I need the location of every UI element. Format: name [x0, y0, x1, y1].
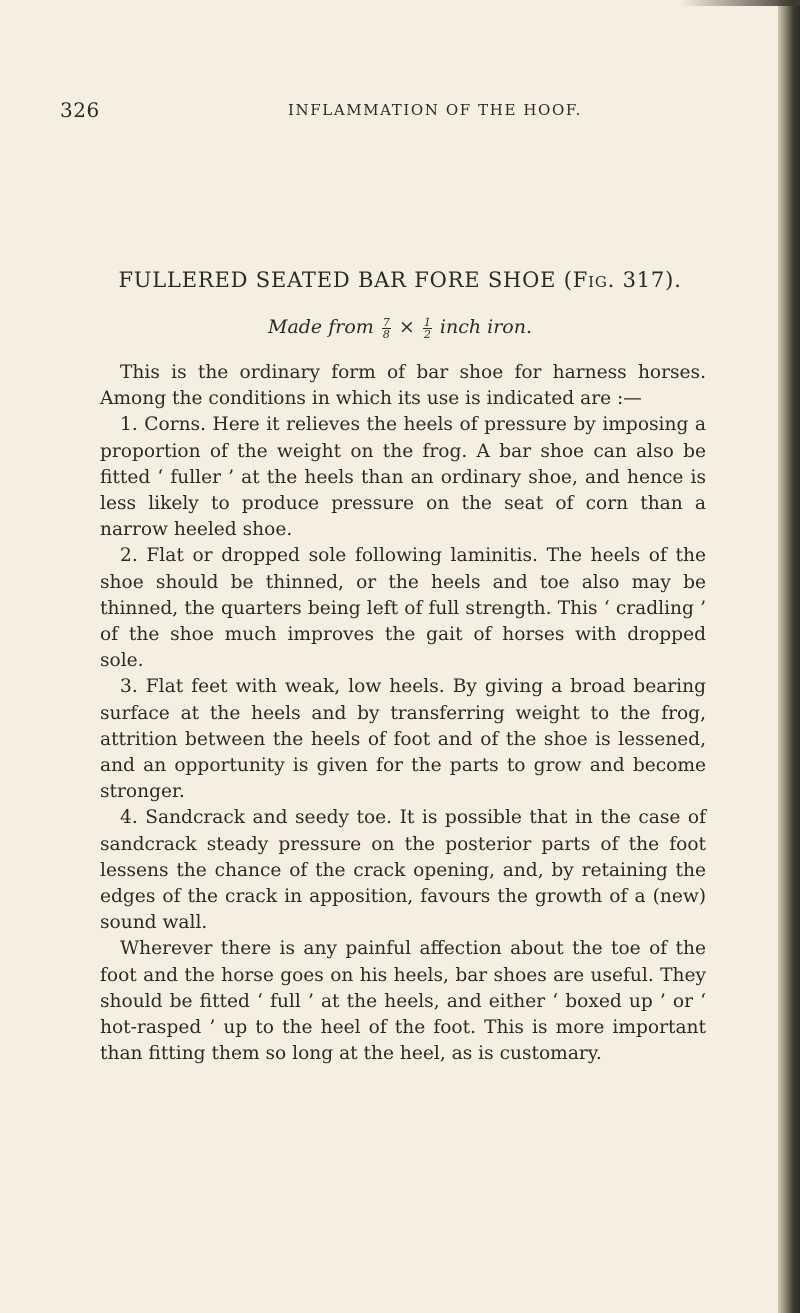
section-subtitle	[0, 316, 800, 340]
paragraph-flat-sole: 2. Flat or dropped sole following laminitis. The heels of the shoe should be thinned, or the heels and toe also may be thinned, the quarters being left of full strength. This ‘ cradling ’ of the shoe much improves the gait of horses with dropped sole.	[100, 545, 706, 672]
paragraph-sandcrack: 4. Sandcrack and seedy toe. It is possible that in the case of sandcrack steady pressure on the posterior parts of the foot lessens the chance of the crack opening, and, by retaining the edges of the crack in apposition, favours the growth of a (new) sound wall.	[100, 807, 706, 934]
times-sign: ×	[398, 316, 415, 338]
paragraph-intro: This is the ordinary form of bar shoe for harness horses. Among the conditions in which its use is indicated are :—	[100, 362, 706, 410]
section-title	[0, 268, 800, 292]
subtitle-prefix: Made from	[267, 316, 374, 338]
binding-edge	[778, 0, 800, 1313]
subtitle-suffix: inch iron.	[439, 316, 533, 338]
figure-reference: (Fig. 317).	[563, 268, 682, 292]
fraction-seven-eighths	[382, 317, 391, 340]
section-title-text: FULLERED SEATED BAR FORE SHOE	[118, 268, 557, 292]
running-title: INFLAMMATION OF THE HOOF.	[288, 101, 582, 119]
fraction-denominator: 2	[423, 327, 431, 341]
body-text	[100, 360, 706, 1067]
binding-edge-top	[680, 0, 800, 6]
fraction-numerator: 1	[423, 315, 431, 329]
fraction-one-half	[423, 317, 432, 340]
fraction-denominator: 8	[382, 327, 390, 341]
page-number: 326	[60, 98, 100, 122]
fraction-numerator: 7	[382, 315, 390, 329]
paragraph-flat-feet: 3. Flat feet with weak, low heels. By giving a broad bearing surface at the heels and by transferring weight to the frog, attrition between the heels of foot and of the shoe is lessened, and an opportunity is given for the parts to grow and become stronger.	[100, 676, 706, 803]
paragraph-painful-toe: Wherever there is any painful affection about the toe of the foot and the horse goes on his heels, bar shoes are useful. They should be fitted ‘ full ’ at the heels, and either ‘ boxed up ’ or ‘ hot-rasped ’ up to the heel of the foot. This is more important than fitting them so long at the heel, as is customary.	[100, 938, 706, 1065]
running-head	[60, 98, 740, 128]
paragraph-corns: 1. Corns. Here it relieves the heels of pressure by imposing a proportion of the weight on the frog. A bar shoe can also be fitted ‘ fuller ’ at the heels than an ordinary shoe, and hence is less likely to produce pressure on the seat of corn than a narrow heeled shoe.	[100, 414, 706, 541]
